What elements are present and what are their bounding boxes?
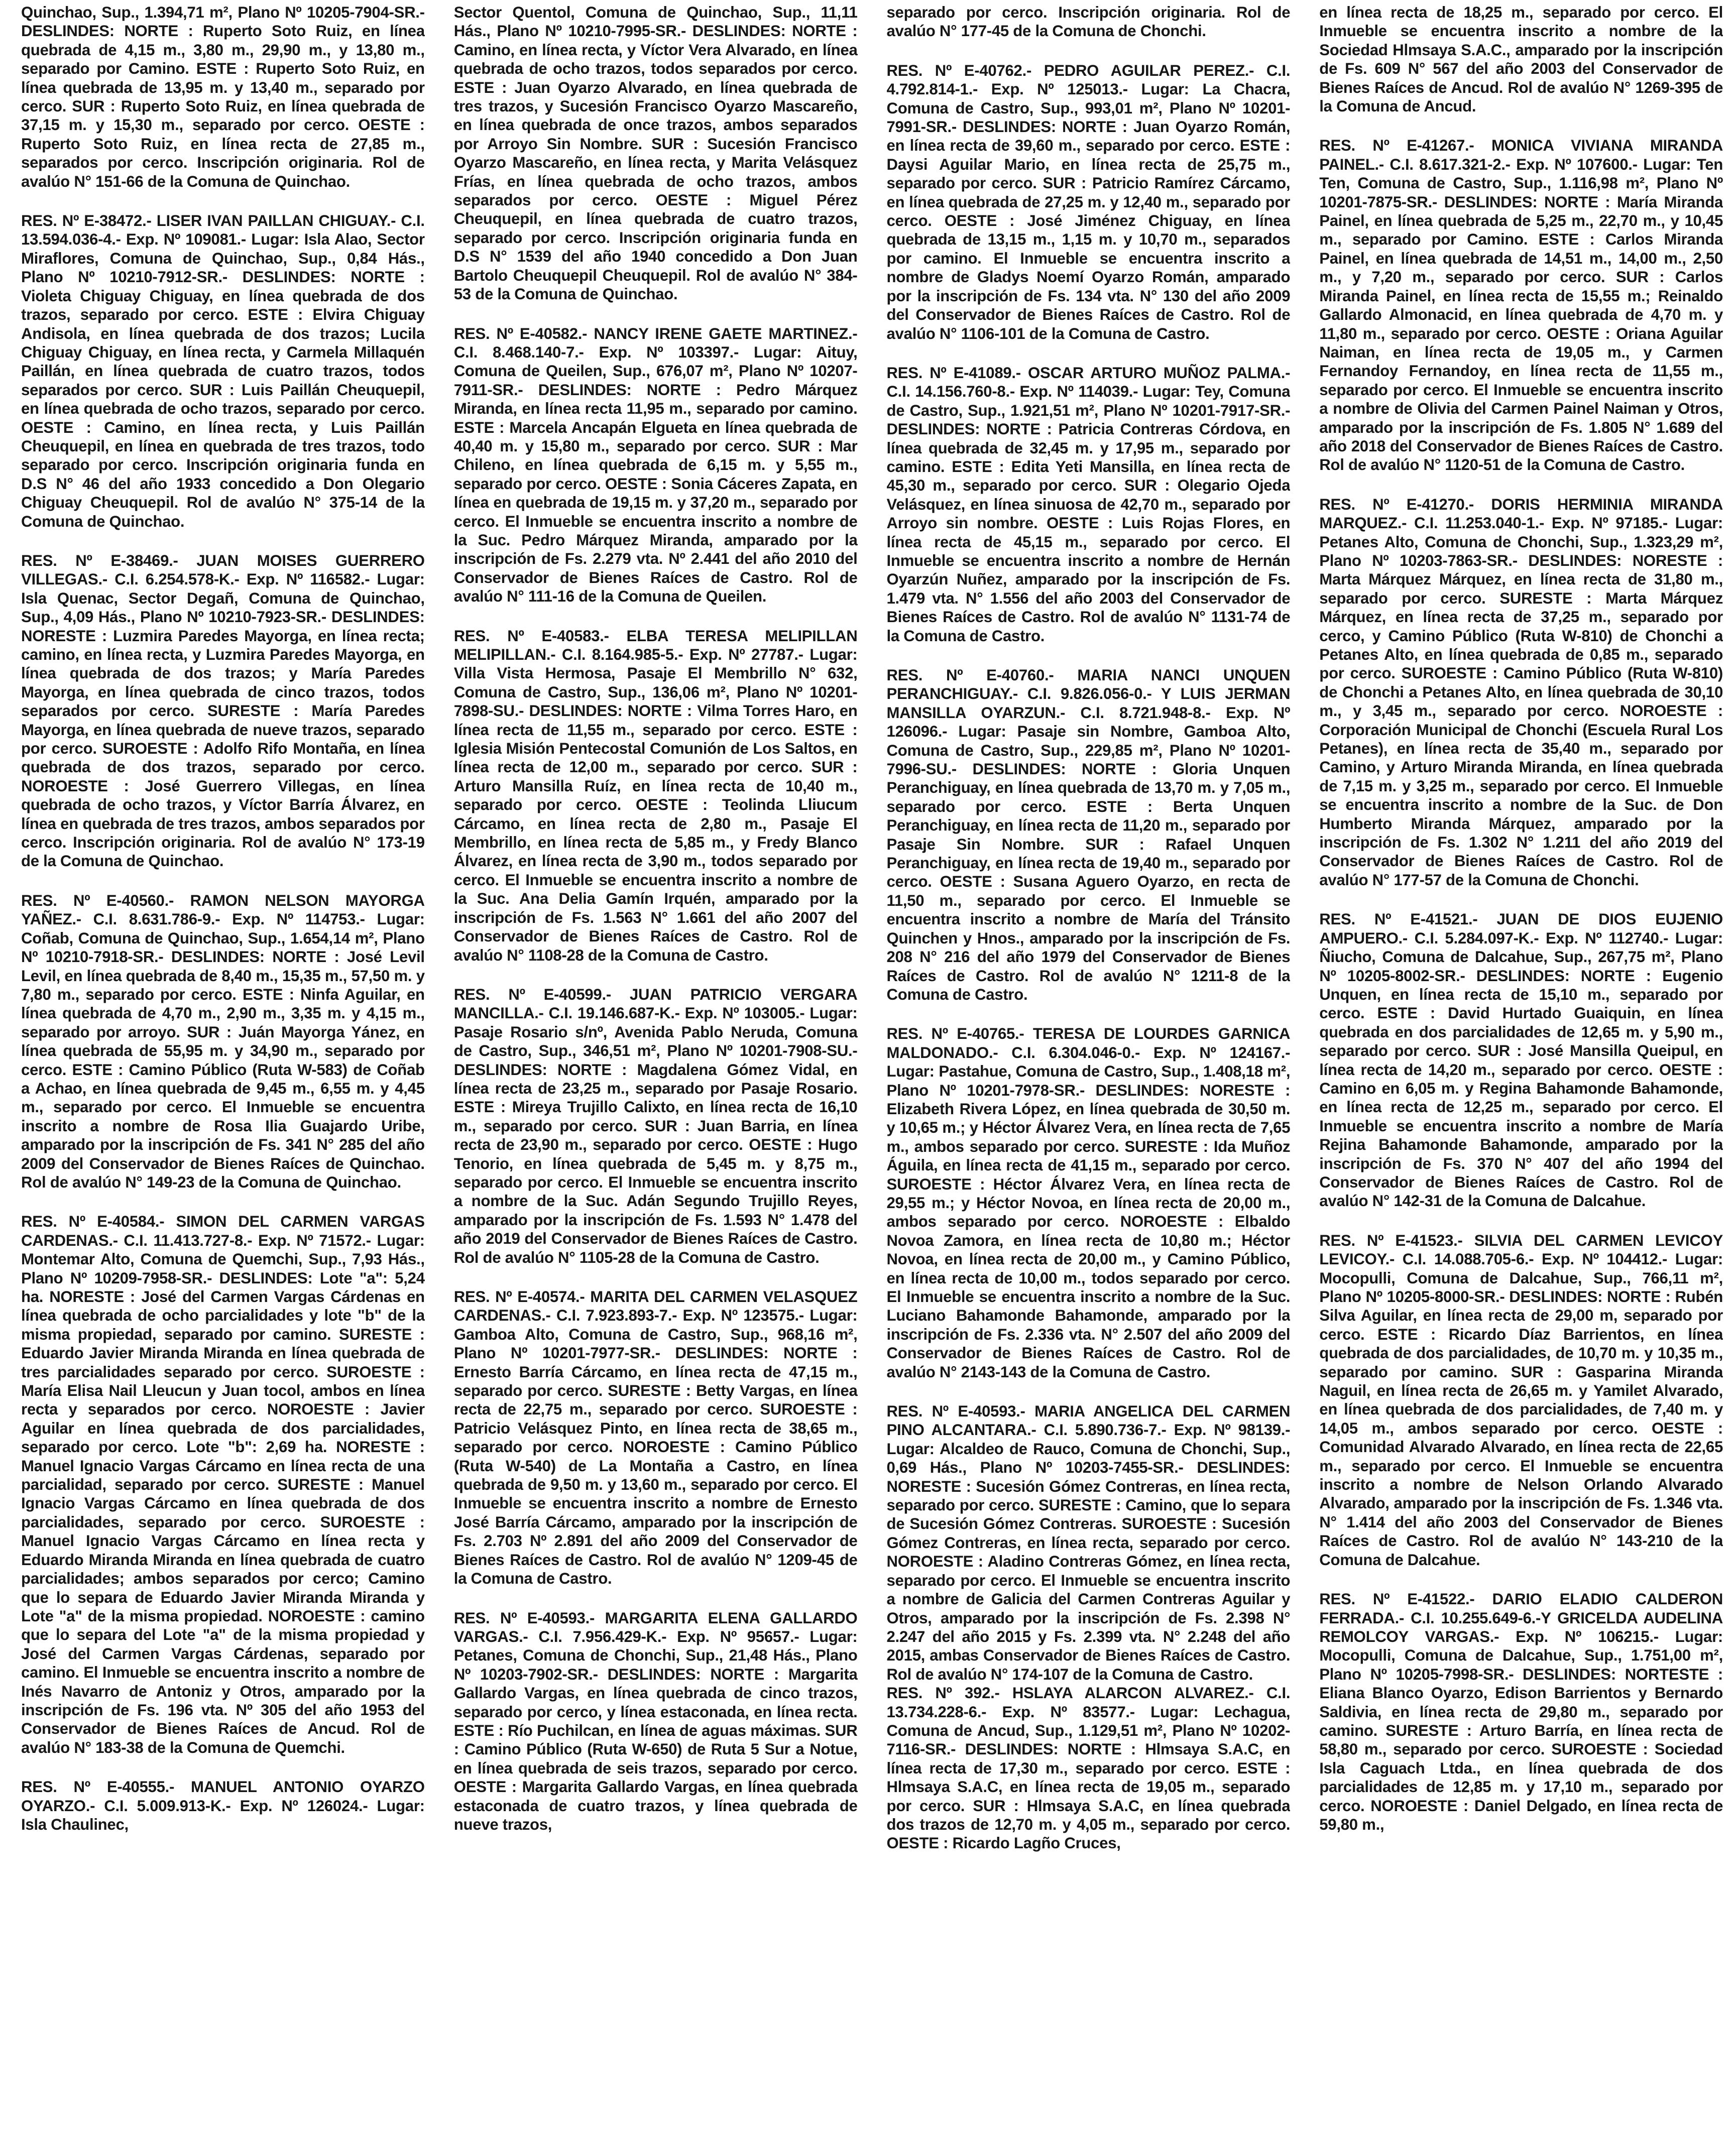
legal-notice xyxy=(454,1287,858,1588)
legal-notice xyxy=(887,1684,1291,1853)
notice-text: separado por cerco. Inscripción originaria. Rol de avalúo N° 177-45 de la Comuna de Chonchi. xyxy=(886,4,1291,40)
notice-text: RES. Nº E-40583.- ELBA TERESA MELIPILLAN MELIPILLAN.- C.I. 8.164.985-5.- Exp. Nº 27787.- Lugar: Villa Vista Hermosa, Pasaje El Membrillo N° 632, Comuna de Castro, Sup., 136,06 m², Plano Nº 10201-7898-SU.- DESLINDES: NORTE : Vilma Torres Haro, en línea recta de 11,55 m., separado por cerco. ESTE : Iglesia Misión Pentecostal Comunión de Los Saltos, en línea recta de 12,00 m., separado por cerco. SUR : Arturo Mansilla Ruíz, en línea recta de 10,40 m., separado por cerco. OESTE : Teolinda Lliucum Cárcamo, en línea recta de 2,80 m., Pasaje El Membrillo, en línea recta de 5,85 m., y Fredy Blanco Álvarez, en línea recta de 3,90 m., todos separado por cerco. El Inmueble se encuentra inscrito a nombre de la Suc. Ana Delia Gamín Irquén, amparado por la inscripción de Fs. 1.563 N° 1.661 del año 2007 del Conservador de Bienes Raíces de Castro. Rol de avalúo N° 1108-28 de la Comuna de Castro. xyxy=(453,627,858,964)
legal-notice xyxy=(1319,3,1723,115)
notice-text: RES. Nº E-41521.- JUAN DE DIOS EUJENIO AMPUERO.- C.I. 5.284.097-K.- Exp. Nº 112740.- Lugar: Ñiucho, Comuna de Dalcahue, Sup., 267,75 m², Plano Nº 10205-8002-SR.- DESLINDES: NORTE : Eugenio Unquen, en línea recta de 15,10 m., separado por cerco. ESTE : David Hurtado Guaiquin, en línea quebrada en dos parcialidades de 12,65 m. y 5,90 m., separado por cerco. SUR : José Mansilla Queipul, en línea recta de 14,20 m., separado por cerco. OESTE : Camino en 6,05 m. y Regina Bahamonde Bahamonde, en línea recta de 12,25 m., separado por cerco. El Inmueble se encuentra inscrito a nombre de María Rejina Bahamonde Bahamonde, amparado por la inscripción de Fs. 370 N° 407 del año 1994 del Conservador de Bienes Raíces de Castro. Rol de avalúo N° 142-31 de la Comuna de Dalcahue. xyxy=(1319,910,1723,1210)
legal-notice xyxy=(887,1024,1291,1381)
notice-text: RES. Nº E-41267.- MONICA VIVIANA MIRANDA PAINEL.- C.I. 8.617.321-2.- Exp. Nº 107600.- Lugar: Ten Ten, Comuna de Castro, Sup., 1.116,98 m², Plano Nº 10201-7875-SR.- DESLINDES: NORTE : María Miranda Painel, en línea quebrada de 5,25 m., 22,70 m., y 10,45 m., separado por Camino. ESTE : Carlos Miranda Painel, en línea quebrada de 14,51 m., 14,00 m., 2,50 m., y 7,20 m., separado por cerco. SUR : Carlos Miranda Painel, en línea recta de 15,55 m.; Reinaldo Gallardo Almonacid, en línea quebrada de 4,70 m. y 11,80 m., separado por cerco. OESTE : Oriana Aguilar Naiman, en línea recta de 19,05 m., y Carmen Fernandoy Fernandoy, en línea recta de 11,55 m., separado por cerco. El Inmueble se encuentra inscrito a nombre de Olivia del Carmen Painel Naiman y Otros, amparado por la inscripción de Fs. 1.805 N° 1.689 del año 2018 del Conservador de Bienes Raíces de Castro. Rol de avalúo N° 1120-51 de la Comuna de Castro. xyxy=(1319,137,1723,474)
column-2 xyxy=(454,3,858,2129)
legal-notice xyxy=(21,551,425,871)
notice-text: en línea recta de 18,25 m., separado por cerco. El Inmueble se encuentra inscrito a nombre de la Sociedad Hlmsaya S.A.C., amparado por la inscripción de Fs. 609 N° 567 del año 2003 del Conservador de Bienes Raíces de Ancud. Rol de avalúo N° 1269-395 de la Comuna de Ancud. xyxy=(1319,4,1723,115)
legal-notice xyxy=(454,3,858,304)
legal-notice xyxy=(1319,1590,1723,1834)
legal-notice xyxy=(887,666,1291,1004)
legal-notice xyxy=(454,1609,858,1834)
column-4 xyxy=(1319,3,1723,2129)
legal-notice xyxy=(454,627,858,965)
notice-text: RES. Nº E-40599.- JUAN PATRICIO VERGARA MANCILLA.- C.I. 19.146.687-K.- Exp. Nº 103005.- Lugar: Pasaje Rosario s/nº, Avenida Pablo Neruda, Comuna de Castro, Sup., 346,51 m², Plano Nº 10201-7908-SU.- DESLINDES: NORTE : Magdalena Gómez Vidal, en línea recta de 23,25 m., separado por Pasaje Rosario. ESTE : Mireya Trujillo Calixto, en línea recta de 16,10 m., separado por cerco. SUR : Juan Barria, en línea recta de 23,90 m., separado por cerco. OESTE : Hugo Tenorio, en línea quebrada de 5,45 m. y 8,75 m., separado por cerco. El Inmueble se encuentra inscrito a nombre de la Suc. Adán Segundo Trujillo Reyes, amparado por la inscripción de Fs. 1.593 N° 1.478 del año 2019 del Conservador de Bienes Raíces de Castro. Rol de avalúo N° 1105-28 de la Comuna de Castro. xyxy=(453,985,858,1266)
column-1 xyxy=(21,3,425,2129)
notice-text: RES. Nº E-40765.- TERESA DE LOURDES GARNICA MALDONADO.- C.I. 6.304.046-0.- Exp. Nº 124167.- Lugar: Pastahue, Comuna de Castro, Sup., 1.408,18 m², Plano Nº 10201-7978-SR.- DESLINDES: NORESTE : Elizabeth Rivera López, en línea quebrada de 30,50 m. y 10,65 m.; y Héctor Álvarez Vera, en línea recta de 7,65 m., ambos separado por cerco. SURESTE : Ida Muñoz Águila, en línea recta de 41,15 m., separado por cerco. SUROESTE : Héctor Álvarez Vera, en línea recta de 29,55 m.; y Héctor Novoa, en línea recta de 20,00 m., ambos separado por cerco. NOROESTE : Elbaldo Novoa Zamora, en línea recta de 10,80 m.; Héctor Novoa, en línea recta de 20,00 m., y Camino Público, en línea recta de 10,00 m., todos separado por cerco. El Inmueble se encuentra inscrito a nombre de la Suc. Luciano Bahamonde Bahamonde, amparado por la inscripción de Fs. 2.336 vta. N° 2.507 del año 2009 del Conservador de Bienes Raíces de Castro. Rol de avalúo N° 2143-143 de la Comuna de Castro. xyxy=(886,1025,1291,1381)
notice-text: RES. Nº E-40760.- MARIA NANCI UNQUEN PERANCHIGUAY.- C.I. 9.826.056-0.- Y LUIS JERMAN MANSILLA OYARZUN.- C.I. 8.721.948-8.- Exp. Nº 126096.- Lugar: Pasaje sin Nombre, Gamboa Alto, Comuna de Castro, Sup., 229,85 m², Plano Nº 10201-7996-SU.- DESLINDES: NORTE : Gloria Unquen Peranchiguay, en línea quebrada de 13,70 m. y 7,05 m., separado por cerco. ESTE : Berta Unquen Peranchiguay, en línea recta de 11,20 m., separado por Pasaje Sin Nombre. SUR : Rafael Unquen Peranchiguay, en línea recta de 19,40 m., separado por cerco. OESTE : Susana Aguero Oyarzo, en recta de 11,50 m., separado por cerco. El Inmueble se encuentra inscrito a nombre de María del Tránsito Quinchen y Hnos., amparado por la inscripción de Fs. 208 N° 216 del año 1979 del Conservador de Bienes Raíces de Castro. Rol de avalúo N° 1211-8 de la Comuna de Castro. xyxy=(886,666,1291,1003)
notice-text: RES. Nº E-40593.- MARGARITA ELENA GALLARDO VARGAS.- C.I. 7.956.429-K.- Exp. Nº 95657.- Lugar: Petanes, Comuna de Chonchi, Sup., 21,48 Hás., Plano Nº 10203-7902-SR.- DESLINDES: NORTE : Margarita Gallardo Vargas, en línea quebrada de cinco trazos, separado por cerco, y línea estaconada, en línea recta. ESTE : Río Puchilcan, en línea de aguas máximas. SUR : Camino Público (Ruta W-650) de Ruta 5 Sur a Notue, en línea quebrada de seis trazos, separado por cerco. OESTE : Margarita Gallardo Vargas, en línea quebrada estaconada de cuatro trazos, y línea quebrada de nueve trazos, xyxy=(453,1609,858,1833)
legal-notice xyxy=(887,61,1291,343)
legal-notice xyxy=(21,891,425,1192)
legal-notice xyxy=(887,1402,1291,1684)
legal-notice xyxy=(887,364,1291,645)
notice-text: RES. Nº E-41089.- OSCAR ARTURO MUÑOZ PALMA.- C.I. 14.156.760-8.- Exp. Nº 114039.- Lugar: Tey, Comuna de Castro, Sup., 1.921,51 m², Plano Nº 10201-7917-SR.- DESLINDES: NORTE : Patricia Contreras Córdova, en línea quebrada de 32,45 m. y 17,95 m., separado por camino. ESTE : Edita Yeti Mansilla, en línea recta de 45,30 m., separado por cerco. SUR : Olegario Ojeda Velásquez, en línea sinuosa de 42,70 m., separado por Arroyo sin nombre. OESTE : Luis Rojas Flores, en línea recta de 45,15 m., separado por cerco. El Inmueble se encuentra inscrito a nombre de Hernán Oyarzún Nuñez, amparado por la inscripción de Fs. 1.479 vta. N° 1.556 del año 2003 del Conservador de Bienes Raíces de Castro. Rol de avalúo N° 1131-74 de la Comuna de Castro. xyxy=(886,364,1291,645)
notice-text: RES. Nº E-38469.- JUAN MOISES GUERRERO VILLEGAS.- C.I. 6.254.578-K.- Exp. Nº 116582.- Lugar: Isla Quenac, Sector Degañ, Comuna de Quinchao, Sup., 4,09 Hás., Plano Nº 10210-7923-SR.- DESLINDES: NORESTE : Luzmira Paredes Mayorga, en línea recta; camino, en línea recta, y Luzmira Paredes Mayorga, en línea quebrada de dos trazos; y María Paredes Mayorga, en línea quebrada de cinco trazos, todos separados por cerco. SURESTE : María Paredes Mayorga, en línea quebrada de nueve trazos, separado por cerco. SUROESTE : Adolfo Rifo Montaña, en línea quebrada de dos trazos, separado por cerco. NOROESTE : José Guerrero Villegas, en línea quebrada de ocho trazos, y Víctor Barría Álvarez, en línea en quebrada de tres trazos, ambos separados por cerco. Inscripción originaria. Rol de avalúo N° 173-19 de la Comuna de Quinchao. xyxy=(21,551,425,870)
notice-text: RES. Nº E-38472.- LISER IVAN PAILLAN CHIGUAY.- C.I. 13.594.036-4.- Exp. Nº 109081.- Lugar: Isla Alao, Sector Miraflores, Comuna de Quinchao, Sup., 0,84 Hás., Plano Nº 10210-7912-SR.- DESLINDES: NORTE : Violeta Chiguay Chiguay, en línea quebrada de dos trazos, separado por cerco. ESTE : Elvira Chiguay Andisola, en línea quebrada de dos trazos; Lucila Chiguay Chiguay, en línea recta, y Carmela Millaquén Paillán, en línea quebrada de cuatro trazos, todos separados por cerco. SUR : Luis Paillán Cheuquepil, en línea quebrada de ocho trazos, separado por cerco. OESTE : Camino, en línea recta, y Luis Paillán Cheuquepil, en línea en quebrada de tres trazos, todo separado por cerco. Inscripción originaria funda en D.S N° 46 del año 1933 concedido a Don Olegario Chiguay Cheuquepil. Rol de avalúo N° 375-14 de la Comuna de Quinchao. xyxy=(21,212,425,530)
notice-text: RES. Nº E-41522.- DARIO ELADIO CALDERON FERRADA.- C.I. 10.255.649-6.-Y GRICELDA AUDELINA REMOLCOY VARGAS.- Exp. Nº 106215.- Lugar: Mocopulli, Comuna de Dalcahue, Sup., 1.751,00 m², Plano Nº 10205-7998-SR.- DESLINDES: NORTESTE : Eliana Blanco Oyarzo, Edison Barrientos y Bernardo Saldivia, en línea recta de 29,80 m., separado por camino. SURESTE : Arturo Barría, en línea recta de 58,80 m., separado por cerco. SUROESTE : Sociedad Isla Caguach Ltda., en línea quebrada de dos parcialidades de 12,85 m. y 17,10 m., separado por cerco. NOROESTE : Daniel Delgado, en línea recta de 59,80 m., xyxy=(1319,1590,1723,1833)
notice-text: RES. Nº 392.- HSLAYA ALARCON ALVAREZ.- C.I. 13.734.228-6.- Exp. Nº 83577.- Lugar: Lechagua, Comuna de Ancud, Sup., 1.129,51 m², Plano Nº 10202-7116-SR.- DESLINDES: NORTE : Hlmsaya S.A.C, en línea recta de 17,30 m., separado por cerco. ESTE : Hlmsaya S.A.C, en línea recta de 19,05 m., separado por cerco. SUR : Hlmsaya S.A.C, en línea quebrada dos trazos de 12,70 m. y 4,05 m., separado por cerco. OESTE : Ricardo Lagño Cruces, xyxy=(886,1684,1291,1852)
notice-text: Sector Quentol, Comuna de Quinchao, Sup., 11,11 Hás., Plano Nº 10210-7995-SR.- DESLINDES: NORTE : Camino, en línea recta, y Víctor Vera Alvarado, en línea quebrada de ocho trazos, todos separados por cerco. ESTE : Juan Oyarzo Alvarado, en línea quebrada de tres trazos, y Sucesión Francisco Oyarzo Mascareño, en línea quebrada de once trazos, ambos separados por Arroyo Sin Nombre. SUR : Sucesión Francisco Oyarzo Mascareño, en línea recta, y Marita Velásquez Frías, en línea quebrada de ocho trazos, ambos separados por cerco. OESTE : Miguel Pérez Cheuquepil, en línea quebrada de cuatro trazos, separado por cerco. Inscripción originaria funda en D.S N° 1539 del año 1940 concedido a Don Juan Bartolo Cheuquepil Cheuquepil. Rol de avalúo N° 384-53 de la Comuna de Quinchao. xyxy=(453,4,858,303)
legal-notice xyxy=(454,324,858,606)
notice-text: RES. Nº E-40582.- NANCY IRENE GAETE MARTINEZ.- C.I. 8.468.140-7.- Exp. Nº 103397.- Lugar: Aituy, Comuna de Queilen, Sup., 676,07 m², Plano Nº 10207-7911-SR.- DESLINDES: NORTE : Pedro Márquez Miranda, en línea recta 11,95 m., separado por camino. ESTE : Marcela Ancapán Elgueta en línea quebrada de 40,40 m. y 15,80 m., separado por cerco. SUR : Mar Chileno, en línea quebrada de 6,15 m. y 5,55 m., separado por cerco. OESTE : Sonia Cáceres Zapata, en línea en quebrada de 19,15 m. y 37,20 m., separado por cerco. El Inmueble se encuentra inscrito a nombre de la Suc. Pedro Márquez Miranda, amparado por la inscripción de Fs. 2.279 vta. Nº 2.441 del año 2010 del Conservador de Bienes Raíces de Castro. Rol de avalúo N° 111-16 de la Comuna de Queilen. xyxy=(453,324,858,606)
column-3 xyxy=(887,3,1291,2129)
legal-notice xyxy=(21,1778,425,1834)
notice-text: RES. Nº E-40593.- MARIA ANGELICA DEL CARMEN PINO ALCANTARA.- C.I. 5.890.736-7.- Exp. Nº 98139.- Lugar: Alcaldeo de Rauco, Comuna de Chonchi, Sup., 0,69 Hás., Plano Nº 10203-7455-SR.- DESLINDES: NORESTE : Sucesión Gómez Contreras, en línea recta, separado por cerco. SURESTE : Camino, que lo separa de Sucesión Gómez Contreras. SUROESTE : Sucesión Gómez Contreras, en línea recta, separado por cerco. NOROESTE : Aladino Contreras Gómez, en línea recta, separado por cerco. El Inmueble se encuentra inscrito a nombre de Galicia del Carmen Contreras Aguilar y Otros, amparado por la inscripción de Fs. 2.398 N° 2.247 del año 2015 y Fs. 2.399 vta. N° 2.248 del año 2015, ambas Conservador de Bienes Raíces de Castro. Rol de avalúo N° 174-107 de la Comuna de Castro. xyxy=(886,1402,1291,1683)
notice-text: RES. Nº E-40762.- PEDRO AGUILAR PEREZ.- C.I. 4.792.814-1.- Exp. Nº 125013.- Lugar: La Chacra, Comuna de Castro, Sup., 993,01 m², Plano Nº 10201-7991-SR.- DESLINDES: NORTE : Juan Oyarzo Román, en línea recta de 39,60 m., separado por cerco. ESTE : Daysi Aguilar Mario, en línea recta de 25,75 m., separado por cerco. SUR : Patricio Ramírez Cárcamo, en línea quebrada de 27,25 m. y 12,40 m., separado por cerco. OESTE : José Jiménez Chiguay, en línea quebrada de 13,15 m., 1,15 m. y 10,70 m., separados por camino. El Inmueble se encuentra inscrito a nombre de Gladys Noemí Oyarzo Román, amparado por la inscripción de Fs. 134 vta. N° 130 del año 2009 del Conservador de Bienes Raíces de Castro. Rol de avalúo N° 1106-101 de la Comuna de Castro. xyxy=(886,61,1291,342)
notice-text: RES. Nº E-40555.- MANUEL ANTONIO OYARZO OYARZO.- C.I. 5.009.913-K.- Exp. Nº 126024.- Lugar: Isla Chaulinec, xyxy=(21,1778,425,1833)
legal-notice xyxy=(21,3,425,191)
legal-notice xyxy=(1319,495,1723,890)
notice-text: RES. Nº E-41270.- DORIS HERMINIA MIRANDA MARQUEZ.- C.I. 11.253.040-1.- Exp. Nº 97185.- Lugar: Petanes Alto, Comuna de Chonchi, Sup., 1.323,29 m², Plano Nº 10203-7863-SR.- DESLINDES: NORESTE : Marta Márquez Márquez, en línea recta de 31,80 m., separado por cerco. SURESTE : Marta Márquez Márquez, en línea recta de 37,25 m., separado por cerco, y Camino Público (Ruta W-810) de Chonchi a Petanes Alto, en línea quebrada de 0,85 m., separado por cerco. SUROESTE : Camino Público (Ruta W-810) de Chonchi a Petanes Alto, en línea quebrada de 30,10 m., y 3,45 m., separado por cerco. NOROESTE : Corporación Municipal de Chonchi (Escuela Rural Los Petanes), en línea recta de 35,40 m., separado por Camino, y Arturo Miranda Miranda, en línea quebrada de 7,15 m. y 3,25 m., separado por cerco. El Inmueble se encuentra inscrito a nombre de la Suc. de Don Humberto Miranda Márquez, amparado por la inscripción de Fs. 1.302 N° 1.211 del año 2019 del Conservador de Bienes Raíces de Castro. Rol de avalúo N° 177-57 de la Comuna de Chonchi. xyxy=(1319,495,1723,889)
legal-notice xyxy=(21,1212,425,1757)
legal-notice xyxy=(454,985,858,1267)
notice-text: RES. Nº E-41523.- SILVIA DEL CARMEN LEVICOY LEVICOY.- C.I. 14.088.705-6.- Exp. Nº 104412.- Lugar: Mocopulli, Comuna de Dalcahue, Sup., 766,11 m², Plano Nº 10205-8000-SR.- DESLINDES: NORTE : Rubén Silva Aguilar, en línea recta de 29,00 m, separado por cerco. ESTE : Ricardo Díaz Barrientos, en línea quebrada de dos parcialidades, de 10,70 m. y 10,35 m., separado por camino. SUR : Gasparina Miranda Naguil, en línea recta de 26,65 m. y Yamilet Alvarado, en línea quebrada de dos parcialidades, de 7,40 m. y 14,05 m., ambos separado por cerco. OESTE : Comunidad Alvarado Alvarado, en línea recta de 22,65 m., separado por cerco. El Inmueble se encuentra inscrito a nombre de Nelson Orlando Alvarado Alvarado, amparado por la inscripción de Fs. 1.346 vta. N° 1.414 del año 2003 del Conservador de Bienes Raíces de Castro. Rol de avalúo N° 143-210 de la Comuna de Dalcahue. xyxy=(1319,1231,1723,1569)
legal-notice xyxy=(1319,910,1723,1211)
legal-notice xyxy=(1319,136,1723,474)
legal-notice xyxy=(887,3,1291,41)
notice-text: RES. Nº E-40560.- RAMON NELSON MAYORGA YAÑEZ.- C.I. 8.631.786-9.- Exp. Nº 114753.- Lugar: Coñab, Comuna de Quinchao, Sup., 1.654,14 m², Plano Nº 10210-7918-SR.- DESLINDES: NORTE : José Levil Levil, en línea quebrada de 8,40 m., 15,35 m., 57,50 m. y 7,80 m., separado por cerco. ESTE : Ninfa Aguilar, en línea quebrada de 4,70 m., 2,90 m., 3,35 m. y 4,15 m., separado por arroyo. SUR : Juán Mayorga Yánez, en línea quebrada de 55,95 m. y 34,90 m., separado por cerco. ESTE : Camino Público (Ruta W-583) de Coñab a Achao, en línea quebrada de 9,45 m., 6,55 m. y 4,45 m., separado por cerco. El Inmueble se encuentra inscrito a nombre de Rosa Ilia Guajardo Uribe, amparado por la inscripción de Fs. 341 N° 285 del año 2009 del Conservador de Bienes Raíces de Quinchao. Rol de avalúo N° 149-23 de la Comuna de Quinchao. xyxy=(21,891,425,1191)
notice-text: RES. Nº E-40584.- SIMON DEL CARMEN VARGAS CARDENAS.- C.I. 11.413.727-8.- Exp. Nº 71572.- Lugar: Montemar Alto, Comuna de Quemchi, Sup., 7,93 Hás., Plano Nº 10209-7958-SR.- DESLINDES: Lote "a": 5,24 ha. NORESTE : José del Carmen Vargas Cárdenas en línea quebrada de ocho parcialidades y lote "b" de la misma propiedad, separado por camino. SURESTE : Eduardo Javier Miranda Miranda en línea quebrada de tres parcialidades separado por cerco. SUROESTE : María Elisa Nail Lleucun y Juan tocol, ambos en línea recta y separados por cerco. NOROESTE : Javier Aguilar en línea quebrada de dos parcialidades, separado por cerco. Lote "b": 2,69 ha. NORESTE : Manuel Ignacio Vargas Cárcamo en línea recta de una parcialidad, separado por cerco. SURESTE : Manuel Ignacio Vargas Cárcamo en línea quebrada de dos parcialidades, separado por cerco. SUROESTE : Manuel Ignacio Vargas Cárcamo en línea recta y Eduardo Miranda Miranda en línea quebrada de cuatro parcialidades; ambos separados por cerco; Camino que lo separa de Eduardo Javier Miranda Miranda y Lote "a" de la misma propiedad. NOROESTE : camino que lo separa del Lote "a" de la misma propiedad y José del Carmen Vargas Cárdenas, separado por camino. El Inmueble se encuentra inscrito a nombre de Inés Navarro de Antoniz y Otros, amparado por la inscripción de Fs. 196 vta. Nº 305 del año 1953 del Conservador de Bienes Raíces de Ancud. Rol de avalúo N° 183-38 de la Comuna de Quemchi. xyxy=(21,1213,425,1756)
notice-text: Quinchao, Sup., 1.394,71 m², Plano Nº 10205-7904-SR.- DESLINDES: NORTE : Ruperto Soto Ruiz, en línea quebrada de 4,15 m., 3,80 m., 29,90 m., y 13,80 m., separado por Camino. ESTE : Ruperto Soto Ruiz, en línea quebrada de 13,95 m. y 13,40 m., separado por cerco. SUR : Ruperto Soto Ruiz, en línea quebrada de 37,15 m. y 15,30 m., separado por cerco. OESTE : Ruperto Soto Ruiz, en línea recta de 27,85 m., separados por cerco. Inscripción originaria. Rol de avalúo N° 151-66 de la Comuna de Quinchao. xyxy=(21,4,425,190)
notice-text: RES. Nº E-40574.- MARITA DEL CARMEN VELASQUEZ CARDENAS.- C.I. 7.923.893-7.- Exp. Nº 123575.- Lugar: Gamboa Alto, Comuna de Castro, Sup., 968,16 m², Plano Nº 10201-7977-SR.- DESLINDES: NORTE : Ernesto Barría Cárcamo, en línea recta de 47,15 m., separado por cerco. SURESTE : Betty Vargas, en línea recta de 22,75 m., separado por cerco. SUROESTE : Patricio Velásquez Pinto, en línea recta de 38,65 m., separado por cerco. NOROESTE : Camino Público (Ruta W-540) de La Montaña a Castro, en línea quebrada de 9,50 m. y 13,60 m., separado por cerco. El Inmueble se encuentra inscrito a nombre de Ernesto José Barría Cárcamo, amparado por la inscripción de Fs. 2.703 Nº 2.891 del año 2009 del Conservador de Bienes Raíces de Castro. Rol de avalúo N° 1209-45 de la Comuna de Castro. xyxy=(453,1288,858,1588)
legal-notice xyxy=(21,211,425,531)
legal-notice xyxy=(1319,1231,1723,1569)
